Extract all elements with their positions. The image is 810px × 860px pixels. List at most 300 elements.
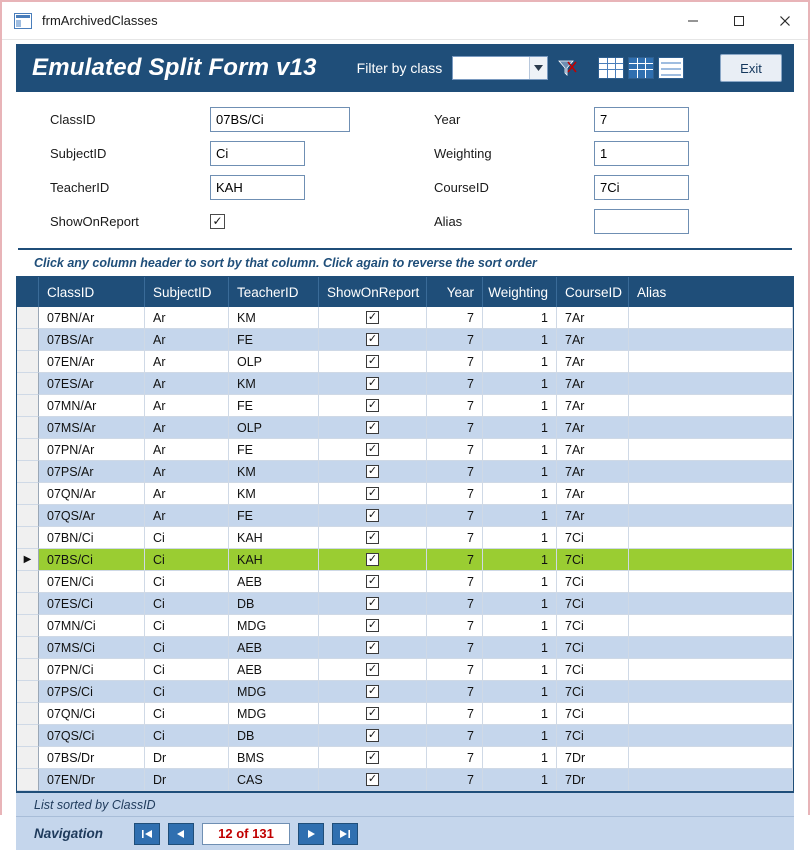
row-selector-header — [17, 277, 39, 307]
cell-teacherid: DB — [229, 593, 319, 615]
cell-teacherid: MDG — [229, 615, 319, 637]
cell-courseid: 7Ci — [557, 637, 629, 659]
cell-courseid: 7Ci — [557, 681, 629, 703]
cell-classid: 07MS/Ar — [39, 417, 145, 439]
row-selector[interactable] — [17, 593, 39, 615]
cell-subjectid: Ar — [145, 505, 229, 527]
cell-weighting: 1 — [483, 373, 557, 395]
cell-classid: 07BS/Dr — [39, 747, 145, 769]
cell-subjectid: Ar — [145, 373, 229, 395]
field-label-weighting: Weighting — [434, 145, 492, 161]
cell-subjectid: Ci — [145, 527, 229, 549]
cell-showonreport[interactable] — [319, 461, 427, 483]
year-input[interactable]: 7 — [594, 107, 689, 132]
cell-alias — [629, 681, 793, 703]
showonreport-row-checkbox[interactable]: ✓ — [367, 575, 378, 587]
showonreport-row-checkbox[interactable]: ✓ — [367, 641, 378, 653]
cell-weighting: 1 — [483, 307, 557, 329]
cell-subjectid: Ar — [145, 329, 229, 351]
table-row[interactable] — [17, 659, 793, 681]
cell-subjectid: Ci — [145, 659, 229, 681]
cell-courseid: 7Ci — [557, 571, 629, 593]
cell-weighting: 1 — [483, 483, 557, 505]
cell-showonreport[interactable] — [319, 659, 427, 681]
field-label-showonreport: ShowOnReport — [50, 213, 139, 229]
exit-button[interactable]: Exit — [720, 54, 782, 82]
field-label-courseid: CourseID — [434, 179, 489, 195]
cell-classid: 07ES/Ci — [39, 593, 145, 615]
cell-year: 7 — [427, 329, 483, 351]
field-label-teacherid: TeacherID — [50, 179, 110, 195]
cell-classid: 07PN/Ar — [39, 439, 145, 461]
cell-weighting: 1 — [483, 659, 557, 681]
field-label-classid: ClassID — [50, 111, 96, 127]
cell-subjectid: Ci — [145, 637, 229, 659]
cell-teacherid: DB — [229, 725, 319, 747]
cell-teacherid: OLP — [229, 351, 319, 373]
row-selector[interactable] — [17, 395, 39, 417]
row-selector[interactable] — [17, 725, 39, 747]
cell-classid: 07EN/Dr — [39, 769, 145, 791]
table-row[interactable] — [17, 593, 793, 615]
cell-teacherid: AEB — [229, 571, 319, 593]
row-selector[interactable] — [17, 461, 39, 483]
row-selector[interactable] — [17, 615, 39, 637]
cell-alias — [629, 417, 793, 439]
cell-year: 7 — [427, 307, 483, 329]
showonreport-row-checkbox[interactable]: ✓ — [367, 553, 378, 565]
cell-courseid: 7Dr — [557, 747, 629, 769]
row-selector[interactable] — [17, 681, 39, 703]
field-subjectid — [50, 140, 420, 166]
cell-alias — [629, 549, 793, 571]
access-form-icon — [14, 13, 32, 29]
row-selector[interactable] — [17, 659, 39, 681]
cell-showonreport[interactable] — [319, 615, 427, 637]
cell-showonreport[interactable] — [319, 329, 427, 351]
row-selector[interactable] — [17, 351, 39, 373]
cell-showonreport[interactable] — [319, 549, 427, 571]
cell-subjectid: Ci — [145, 703, 229, 725]
table-row[interactable] — [17, 307, 793, 329]
cell-showonreport[interactable] — [319, 351, 427, 373]
cell-weighting: 1 — [483, 461, 557, 483]
cell-showonreport[interactable] — [319, 373, 427, 395]
cell-teacherid: KM — [229, 307, 319, 329]
cell-classid: 07ES/Ar — [39, 373, 145, 395]
table-row[interactable] — [17, 747, 793, 769]
detail-right-column — [420, 106, 790, 234]
cell-classid: 07MN/Ci — [39, 615, 145, 637]
cell-courseid: 7Ar — [557, 417, 629, 439]
row-selector[interactable] — [17, 373, 39, 395]
row-selector[interactable] — [17, 527, 39, 549]
table-row[interactable] — [17, 615, 793, 637]
showonreport-row-checkbox[interactable]: ✓ — [367, 729, 378, 741]
showonreport-row-checkbox[interactable]: ✓ — [367, 377, 378, 389]
cell-subjectid: Ar — [145, 351, 229, 373]
cell-classid: 07MS/Ci — [39, 637, 145, 659]
cell-weighting: 1 — [483, 681, 557, 703]
cell-subjectid: Ci — [145, 593, 229, 615]
cell-weighting: 1 — [483, 615, 557, 637]
cell-classid: 07PS/Ar — [39, 461, 145, 483]
table-row[interactable] — [17, 549, 793, 571]
cell-alias — [629, 703, 793, 725]
teacherid-input[interactable]: KAH — [210, 175, 305, 200]
cell-year: 7 — [427, 505, 483, 527]
row-selector[interactable] — [17, 439, 39, 461]
window-title: frmArchivedClasses — [42, 13, 158, 28]
cell-teacherid: OLP — [229, 417, 319, 439]
showonreport-row-checkbox[interactable]: ✓ — [367, 619, 378, 631]
cell-weighting: 1 — [483, 725, 557, 747]
cell-showonreport[interactable] — [319, 593, 427, 615]
cell-classid: 07BS/Ci — [39, 549, 145, 571]
cell-classid: 07QN/Ci — [39, 703, 145, 725]
title-bar — [2, 2, 808, 40]
first-record-button[interactable] — [134, 823, 160, 845]
cell-year: 7 — [427, 725, 483, 747]
cell-classid: 07EN/Ci — [39, 571, 145, 593]
column-header-showonreport[interactable]: ShowOnReport — [319, 277, 427, 307]
cell-subjectid: Ar — [145, 417, 229, 439]
cell-subjectid: Ci — [145, 725, 229, 747]
row-selector[interactable] — [17, 703, 39, 725]
split-view-icon[interactable] — [628, 57, 654, 79]
column-header-classid[interactable]: ClassID — [39, 277, 145, 307]
field-label-subjectid: SubjectID — [50, 145, 107, 161]
navigation-bar — [16, 816, 794, 850]
row-selector[interactable] — [17, 417, 39, 439]
table-row[interactable] — [17, 439, 793, 461]
cell-courseid: 7Ci — [557, 659, 629, 681]
datasheet-rows — [17, 307, 793, 791]
column-header-year[interactable]: Year — [427, 277, 483, 307]
cell-year: 7 — [427, 351, 483, 373]
table-row[interactable] — [17, 461, 793, 483]
last-record-button[interactable] — [332, 823, 358, 845]
showonreport-row-checkbox[interactable]: ✓ — [367, 663, 378, 675]
column-header-alias[interactable]: Alias — [637, 284, 667, 300]
cell-showonreport[interactable] — [319, 439, 427, 461]
cell-weighting: 1 — [483, 395, 557, 417]
showonreport-row-checkbox[interactable]: ✓ — [367, 707, 378, 719]
row-selector[interactable] — [17, 505, 39, 527]
sort-hint: Click any column header to sort by that column. Click again to reverse the sort order — [34, 256, 537, 270]
cell-classid: 07QN/Ar — [39, 483, 145, 505]
cell-courseid: 7Ar — [557, 395, 629, 417]
cell-courseid: 7Ar — [557, 505, 629, 527]
courseid-input[interactable]: 7Ci — [594, 175, 689, 200]
cell-alias — [629, 615, 793, 637]
cell-teacherid: KM — [229, 373, 319, 395]
cell-subjectid: Ar — [145, 461, 229, 483]
cell-subjectid: Ci — [145, 549, 229, 571]
form-body — [2, 40, 808, 860]
showonreport-row-checkbox[interactable]: ✓ — [367, 597, 378, 609]
cell-weighting: 1 — [483, 505, 557, 527]
cell-weighting: 1 — [483, 417, 557, 439]
cell-courseid: 7Ar — [557, 329, 629, 351]
datasheet-view-icon[interactable] — [598, 57, 624, 79]
cell-teacherid: KM — [229, 483, 319, 505]
cell-weighting: 1 — [483, 593, 557, 615]
field-showonreport — [50, 208, 420, 234]
cell-classid: 07PN/Ci — [39, 659, 145, 681]
cell-classid: 07MN/Ar — [39, 395, 145, 417]
cell-alias — [629, 769, 793, 791]
cell-year: 7 — [427, 373, 483, 395]
cell-courseid: 7Ci — [557, 549, 629, 571]
table-row[interactable] — [17, 527, 793, 549]
showonreport-row-checkbox[interactable]: ✓ — [367, 531, 378, 543]
cell-teacherid: KAH — [229, 549, 319, 571]
showonreport-row-checkbox[interactable]: ✓ — [367, 333, 378, 345]
cell-alias — [629, 307, 793, 329]
cell-classid: 07BN/Ar — [39, 307, 145, 329]
field-alias — [434, 208, 790, 234]
table-row[interactable] — [17, 725, 793, 747]
cell-year: 7 — [427, 615, 483, 637]
cell-alias — [629, 725, 793, 747]
cell-subjectid: Ci — [145, 681, 229, 703]
cell-showonreport[interactable] — [319, 527, 427, 549]
cell-year: 7 — [427, 527, 483, 549]
form-view-icon[interactable] — [658, 57, 684, 79]
cell-year: 7 — [427, 439, 483, 461]
cell-teacherid: MDG — [229, 703, 319, 725]
cell-classid: 07QS/Ar — [39, 505, 145, 527]
record-detail-pane — [16, 92, 794, 240]
cell-courseid: 7Ci — [557, 703, 629, 725]
cell-showonreport[interactable] — [319, 395, 427, 417]
cell-subjectid: Dr — [145, 769, 229, 791]
row-selector[interactable] — [17, 483, 39, 505]
table-row[interactable] — [17, 637, 793, 659]
cell-classid: 07BS/Ar — [39, 329, 145, 351]
table-row[interactable] — [17, 681, 793, 703]
field-courseid — [434, 174, 790, 200]
cell-subjectid: Ar — [145, 483, 229, 505]
cell-showonreport[interactable] — [319, 747, 427, 769]
field-year — [434, 106, 790, 132]
cell-alias — [629, 461, 793, 483]
chevron-down-icon[interactable] — [529, 57, 547, 79]
classid-input[interactable]: 07BS/Ci — [210, 107, 350, 132]
cell-alias — [629, 637, 793, 659]
cell-year: 7 — [427, 483, 483, 505]
cell-year: 7 — [427, 681, 483, 703]
cell-alias — [629, 329, 793, 351]
cell-showonreport[interactable] — [319, 725, 427, 747]
cell-showonreport[interactable] — [319, 769, 427, 791]
cell-subjectid: Ar — [145, 439, 229, 461]
cell-classid: 07BN/Ci — [39, 527, 145, 549]
row-selector[interactable] — [17, 571, 39, 593]
alias-input[interactable] — [594, 209, 689, 234]
row-selector[interactable] — [17, 747, 39, 769]
previous-record-button[interactable] — [168, 823, 194, 845]
cell-weighting: 1 — [483, 527, 557, 549]
cell-courseid: 7Ci — [557, 615, 629, 637]
records-datasheet — [16, 276, 794, 792]
cell-showonreport[interactable] — [319, 307, 427, 329]
cell-alias — [629, 527, 793, 549]
cell-courseid: 7Ci — [557, 527, 629, 549]
cell-alias — [629, 505, 793, 527]
showonreport-checkbox[interactable]: ✓ — [210, 214, 225, 229]
cell-subjectid: Ar — [145, 307, 229, 329]
row-selector[interactable] — [17, 329, 39, 351]
row-selector[interactable] — [17, 769, 39, 791]
cell-year: 7 — [427, 395, 483, 417]
cell-weighting: 1 — [483, 703, 557, 725]
column-header-weighting[interactable]: Weighting — [483, 277, 557, 307]
current-record-arrow-icon: ▶ — [23, 554, 32, 565]
view-toggle-group — [598, 57, 684, 79]
cell-courseid: 7Ci — [557, 593, 629, 615]
showonreport-row-checkbox[interactable]: ✓ — [367, 751, 378, 763]
cell-weighting: 1 — [483, 769, 557, 791]
table-row[interactable] — [17, 703, 793, 725]
showonreport-row-checkbox[interactable]: ✓ — [367, 487, 378, 499]
field-label-alias: Alias — [434, 213, 463, 229]
cell-alias — [629, 373, 793, 395]
cell-showonreport[interactable] — [319, 505, 427, 527]
row-selector[interactable] — [17, 549, 39, 571]
showonreport-row-checkbox[interactable]: ✓ — [367, 311, 378, 323]
maximize-button[interactable] — [716, 2, 762, 39]
cell-classid: 07EN/Ar — [39, 351, 145, 373]
cell-classid: 07QS/Ci — [39, 725, 145, 747]
cell-alias — [629, 351, 793, 373]
filter-label: Filter by class — [356, 60, 443, 76]
field-label-year: Year — [434, 111, 461, 127]
cell-alias — [629, 395, 793, 417]
column-header-subjectid[interactable]: SubjectID — [145, 277, 229, 307]
cell-year: 7 — [427, 571, 483, 593]
page-title: Emulated Split Form v13 — [32, 54, 317, 81]
cell-teacherid: FE — [229, 395, 319, 417]
cell-weighting: 1 — [483, 549, 557, 571]
cell-courseid: 7Ar — [557, 461, 629, 483]
showonreport-row-checkbox[interactable]: ✓ — [367, 355, 378, 367]
record-counter[interactable]: 12 of 131 — [202, 823, 290, 845]
filter-by-class-combobox[interactable] — [452, 56, 548, 80]
table-row[interactable] — [17, 395, 793, 417]
cell-teacherid: FE — [229, 505, 319, 527]
weighting-input[interactable]: 1 — [594, 141, 689, 166]
subjectid-input[interactable]: Ci — [210, 141, 305, 166]
cell-showonreport[interactable] — [319, 637, 427, 659]
cell-year: 7 — [427, 769, 483, 791]
table-row[interactable] — [17, 483, 793, 505]
row-selector[interactable] — [17, 307, 39, 329]
cell-subjectid: Ci — [145, 615, 229, 637]
cell-teacherid: MDG — [229, 681, 319, 703]
cell-alias — [629, 483, 793, 505]
cell-subjectid: Ci — [145, 571, 229, 593]
cell-courseid: 7Dr — [557, 769, 629, 791]
table-row[interactable] — [17, 417, 793, 439]
cell-year: 7 — [427, 417, 483, 439]
showonreport-row-checkbox[interactable]: ✓ — [367, 685, 378, 697]
cell-showonreport[interactable] — [319, 681, 427, 703]
cell-alias — [629, 659, 793, 681]
showonreport-row-checkbox[interactable]: ✓ — [367, 509, 378, 521]
cell-courseid: 7Ar — [557, 439, 629, 461]
cell-weighting: 1 — [483, 637, 557, 659]
close-button[interactable] — [762, 2, 808, 39]
showonreport-row-checkbox[interactable]: ✓ — [367, 399, 378, 411]
field-teacherid — [50, 174, 420, 200]
cell-weighting: 1 — [483, 747, 557, 769]
cell-weighting: 1 — [483, 351, 557, 373]
cell-year: 7 — [427, 461, 483, 483]
cell-showonreport[interactable] — [319, 571, 427, 593]
cell-weighting: 1 — [483, 329, 557, 351]
minimize-button[interactable] — [670, 2, 716, 39]
cell-teacherid: FE — [229, 329, 319, 351]
cell-courseid: 7Ar — [557, 307, 629, 329]
cell-showonreport[interactable] — [319, 703, 427, 725]
cell-year: 7 — [427, 549, 483, 571]
table-row[interactable] — [17, 571, 793, 593]
cell-teacherid: BMS — [229, 747, 319, 769]
detail-left-column — [20, 106, 420, 234]
cell-subjectid: Ar — [145, 395, 229, 417]
cell-courseid: 7Ar — [557, 351, 629, 373]
field-weighting — [434, 140, 790, 166]
cell-courseid: 7Ci — [557, 725, 629, 747]
cell-alias — [629, 747, 793, 769]
cell-teacherid: KM — [229, 461, 319, 483]
cell-teacherid: AEB — [229, 659, 319, 681]
form-header — [16, 44, 794, 92]
next-record-button[interactable] — [298, 823, 324, 845]
cell-weighting: 1 — [483, 439, 557, 461]
table-row[interactable] — [17, 351, 793, 373]
column-header-teacherid[interactable]: TeacherID — [229, 277, 319, 307]
cell-subjectid: Dr — [145, 747, 229, 769]
cell-alias — [629, 571, 793, 593]
showonreport-row-checkbox[interactable]: ✓ — [367, 443, 378, 455]
cell-year: 7 — [427, 703, 483, 725]
cell-showonreport[interactable] — [319, 417, 427, 439]
cell-year: 7 — [427, 637, 483, 659]
clear-filter-icon[interactable] — [554, 55, 580, 81]
cell-alias — [629, 439, 793, 461]
table-row[interactable] — [17, 505, 793, 527]
showonreport-row-checkbox[interactable]: ✓ — [367, 421, 378, 433]
cell-showonreport[interactable] — [319, 483, 427, 505]
column-header-courseid[interactable]: CourseID — [557, 277, 629, 307]
status-bar — [16, 792, 794, 816]
table-row[interactable] — [17, 329, 793, 351]
table-row[interactable] — [17, 373, 793, 395]
cell-courseid: 7Ar — [557, 483, 629, 505]
showonreport-row-checkbox[interactable]: ✓ — [367, 465, 378, 477]
cell-teacherid: CAS — [229, 769, 319, 791]
row-selector[interactable] — [17, 637, 39, 659]
cell-teacherid: FE — [229, 439, 319, 461]
cell-alias — [629, 593, 793, 615]
cell-teacherid: AEB — [229, 637, 319, 659]
table-row[interactable] — [17, 769, 793, 791]
cell-year: 7 — [427, 659, 483, 681]
showonreport-row-checkbox[interactable]: ✓ — [367, 773, 378, 785]
